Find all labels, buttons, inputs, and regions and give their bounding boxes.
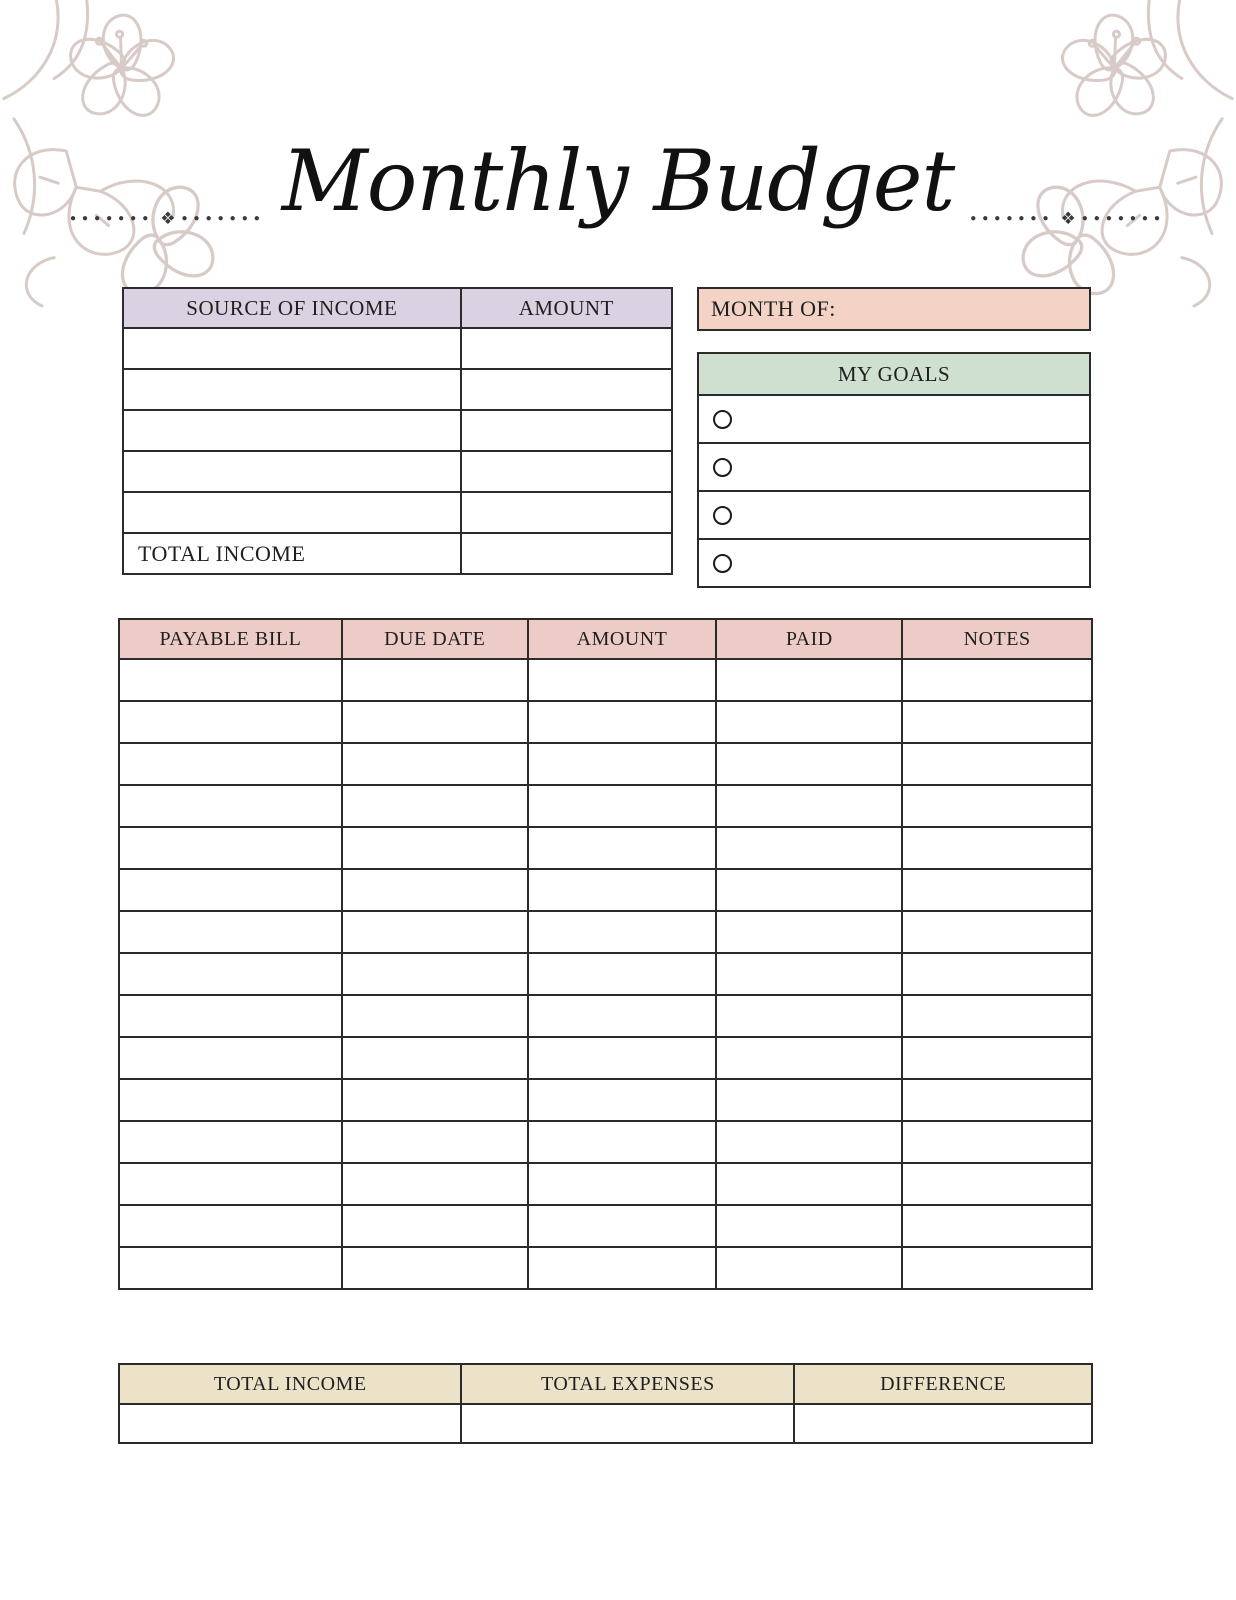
- table-row: [123, 451, 672, 492]
- table-cell[interactable]: [902, 869, 1092, 911]
- table-cell[interactable]: [119, 1037, 342, 1079]
- summary-total-income-cell[interactable]: [119, 1404, 461, 1443]
- income-header-amount: AMOUNT: [461, 288, 672, 328]
- income-table: [122, 287, 673, 575]
- table-row: [119, 701, 1092, 743]
- table-cell[interactable]: [119, 953, 342, 995]
- table-cell[interactable]: [119, 1205, 342, 1247]
- goal-circle-icon[interactable]: [713, 554, 732, 573]
- table-cell[interactable]: [342, 1205, 528, 1247]
- table-cell[interactable]: [716, 1205, 902, 1247]
- total-income-label: TOTAL INCOME: [123, 533, 461, 574]
- summary-value-row: [119, 1404, 1092, 1443]
- table-cell[interactable]: [119, 995, 342, 1037]
- title-row: [0, 96, 1236, 266]
- goal-circle-icon[interactable]: [713, 410, 732, 429]
- table-cell[interactable]: [342, 1247, 528, 1289]
- bills-header-amount: AMOUNT: [528, 619, 717, 659]
- table-cell[interactable]: [119, 785, 342, 827]
- table-cell[interactable]: [528, 659, 717, 701]
- income-header-source: SOURCE OF INCOME: [123, 288, 461, 328]
- table-cell[interactable]: [342, 1037, 528, 1079]
- table-row: [123, 328, 672, 369]
- table-cell[interactable]: [528, 701, 717, 743]
- dotted-ornament-left: [69, 208, 266, 228]
- table-cell[interactable]: [902, 785, 1092, 827]
- table-cell[interactable]: [342, 1079, 528, 1121]
- table-cell[interactable]: [528, 1121, 717, 1163]
- bills-header-paid: PAID: [716, 619, 902, 659]
- table-row: [119, 1079, 1092, 1121]
- table-cell[interactable]: [528, 953, 717, 995]
- table-cell[interactable]: [119, 1163, 342, 1205]
- income-total-row: [123, 533, 672, 574]
- summary-total-expenses-cell[interactable]: [461, 1404, 794, 1443]
- table-cell[interactable]: [716, 1037, 902, 1079]
- table-cell[interactable]: [902, 995, 1092, 1037]
- month-of-box[interactable]: [697, 287, 1091, 331]
- table-cell[interactable]: [716, 1163, 902, 1205]
- table-row: [123, 369, 672, 410]
- table-row: [123, 492, 672, 533]
- bills-header-notes: NOTES: [902, 619, 1092, 659]
- table-cell[interactable]: [342, 995, 528, 1037]
- dots-ornament-icon: ●●●●●●●: [69, 213, 155, 224]
- summary-table: [118, 1363, 1093, 1444]
- table-cell[interactable]: [902, 911, 1092, 953]
- table-cell[interactable]: [902, 743, 1092, 785]
- table-cell[interactable]: [716, 1079, 902, 1121]
- bills-header-row: [119, 619, 1092, 659]
- table-cell[interactable]: [342, 869, 528, 911]
- table-cell[interactable]: [119, 1247, 342, 1289]
- table-cell[interactable]: [716, 953, 902, 995]
- table-cell[interactable]: [461, 410, 672, 451]
- table-cell[interactable]: [461, 492, 672, 533]
- table-cell[interactable]: [342, 953, 528, 995]
- goal-row[interactable]: [697, 444, 1091, 492]
- table-cell[interactable]: [528, 743, 717, 785]
- table-row: [119, 785, 1092, 827]
- goal-row[interactable]: [697, 396, 1091, 444]
- table-cell[interactable]: [902, 1247, 1092, 1289]
- table-row: [119, 743, 1092, 785]
- table-cell[interactable]: [902, 1205, 1092, 1247]
- table-cell[interactable]: [342, 659, 528, 701]
- table-cell[interactable]: [119, 1121, 342, 1163]
- table-cell[interactable]: [528, 1037, 717, 1079]
- dots-ornament-icon: ●●●●●●●: [181, 213, 266, 224]
- table-cell[interactable]: [528, 785, 717, 827]
- income-table-body: [123, 328, 672, 533]
- table-cell[interactable]: [716, 995, 902, 1037]
- income-header-row: [123, 288, 672, 328]
- table-cell[interactable]: [123, 451, 461, 492]
- table-cell[interactable]: [716, 659, 902, 701]
- table-cell[interactable]: [461, 328, 672, 369]
- table-cell[interactable]: [119, 869, 342, 911]
- summary-header-row: [119, 1364, 1092, 1404]
- goals-section: [697, 352, 1091, 588]
- summary-header-total-expenses: TOTAL EXPENSES: [461, 1364, 794, 1404]
- table-cell[interactable]: [528, 1205, 717, 1247]
- bills-table: [118, 618, 1093, 1290]
- table-cell[interactable]: [528, 827, 717, 869]
- table-cell[interactable]: [716, 911, 902, 953]
- diamond-ornament-icon: ❖: [160, 208, 176, 228]
- goals-list: [697, 396, 1091, 588]
- table-row: [119, 953, 1092, 995]
- table-cell[interactable]: [716, 785, 902, 827]
- table-cell[interactable]: [528, 995, 717, 1037]
- table-cell[interactable]: [528, 911, 717, 953]
- table-cell[interactable]: [123, 492, 461, 533]
- table-cell[interactable]: [123, 410, 461, 451]
- table-cell[interactable]: [123, 328, 461, 369]
- summary-header-difference: DIFFERENCE: [794, 1364, 1092, 1404]
- table-cell[interactable]: [902, 1121, 1092, 1163]
- total-income-value-cell[interactable]: [461, 533, 672, 574]
- table-row: [119, 1205, 1092, 1247]
- table-cell[interactable]: [528, 869, 717, 911]
- table-cell[interactable]: [119, 659, 342, 701]
- table-cell[interactable]: [119, 743, 342, 785]
- table-row: [119, 659, 1092, 701]
- table-cell[interactable]: [123, 369, 461, 410]
- table-cell[interactable]: [342, 911, 528, 953]
- table-row: [119, 1163, 1092, 1205]
- goal-row[interactable]: [697, 540, 1091, 588]
- table-cell[interactable]: [902, 827, 1092, 869]
- table-cell[interactable]: [528, 1079, 717, 1121]
- goals-title: MY GOALS: [697, 352, 1091, 396]
- table-cell[interactable]: [461, 451, 672, 492]
- table-cell[interactable]: [119, 1079, 342, 1121]
- table-cell[interactable]: [716, 1121, 902, 1163]
- table-cell[interactable]: [461, 369, 672, 410]
- goal-circle-icon[interactable]: [713, 506, 732, 525]
- dots-ornament-icon: ●●●●●●●: [1081, 213, 1167, 224]
- table-cell[interactable]: [716, 1247, 902, 1289]
- diamond-ornament-icon: ❖: [1060, 208, 1076, 228]
- table-row: [119, 827, 1092, 869]
- table-row: [119, 911, 1092, 953]
- table-cell[interactable]: [902, 701, 1092, 743]
- table-cell[interactable]: [902, 659, 1092, 701]
- summary-header-total-income: TOTAL INCOME: [119, 1364, 461, 1404]
- month-of-label: MONTH OF:: [711, 296, 836, 321]
- table-cell[interactable]: [119, 827, 342, 869]
- table-cell[interactable]: [528, 1163, 717, 1205]
- bills-header-payable-bill: PAYABLE BILL: [119, 619, 342, 659]
- table-row: [119, 995, 1092, 1037]
- table-cell[interactable]: [716, 869, 902, 911]
- table-row: [119, 1121, 1092, 1163]
- table-cell[interactable]: [902, 1079, 1092, 1121]
- table-cell[interactable]: [342, 1121, 528, 1163]
- table-cell[interactable]: [342, 743, 528, 785]
- table-row: [119, 869, 1092, 911]
- table-cell[interactable]: [342, 785, 528, 827]
- dotted-ornament-right: [970, 208, 1167, 228]
- table-cell[interactable]: [716, 701, 902, 743]
- table-cell[interactable]: [716, 827, 902, 869]
- goal-row[interactable]: [697, 492, 1091, 540]
- table-row: [119, 1247, 1092, 1289]
- table-cell[interactable]: [119, 911, 342, 953]
- table-row: [123, 410, 672, 451]
- table-cell[interactable]: [902, 1163, 1092, 1205]
- bills-header-due-date: DUE DATE: [342, 619, 528, 659]
- table-cell[interactable]: [902, 953, 1092, 995]
- goal-circle-icon[interactable]: [713, 458, 732, 477]
- table-row: [119, 1037, 1092, 1079]
- bills-table-body: [119, 659, 1092, 1289]
- page-title: Monthly Budget: [281, 132, 955, 230]
- table-cell[interactable]: [902, 1037, 1092, 1079]
- summary-difference-cell[interactable]: [794, 1404, 1092, 1443]
- table-cell[interactable]: [342, 701, 528, 743]
- table-cell[interactable]: [119, 701, 342, 743]
- dots-ornament-icon: ●●●●●●●: [970, 213, 1055, 224]
- table-cell[interactable]: [342, 827, 528, 869]
- table-cell[interactable]: [716, 743, 902, 785]
- table-cell[interactable]: [528, 1247, 717, 1289]
- table-cell[interactable]: [342, 1163, 528, 1205]
